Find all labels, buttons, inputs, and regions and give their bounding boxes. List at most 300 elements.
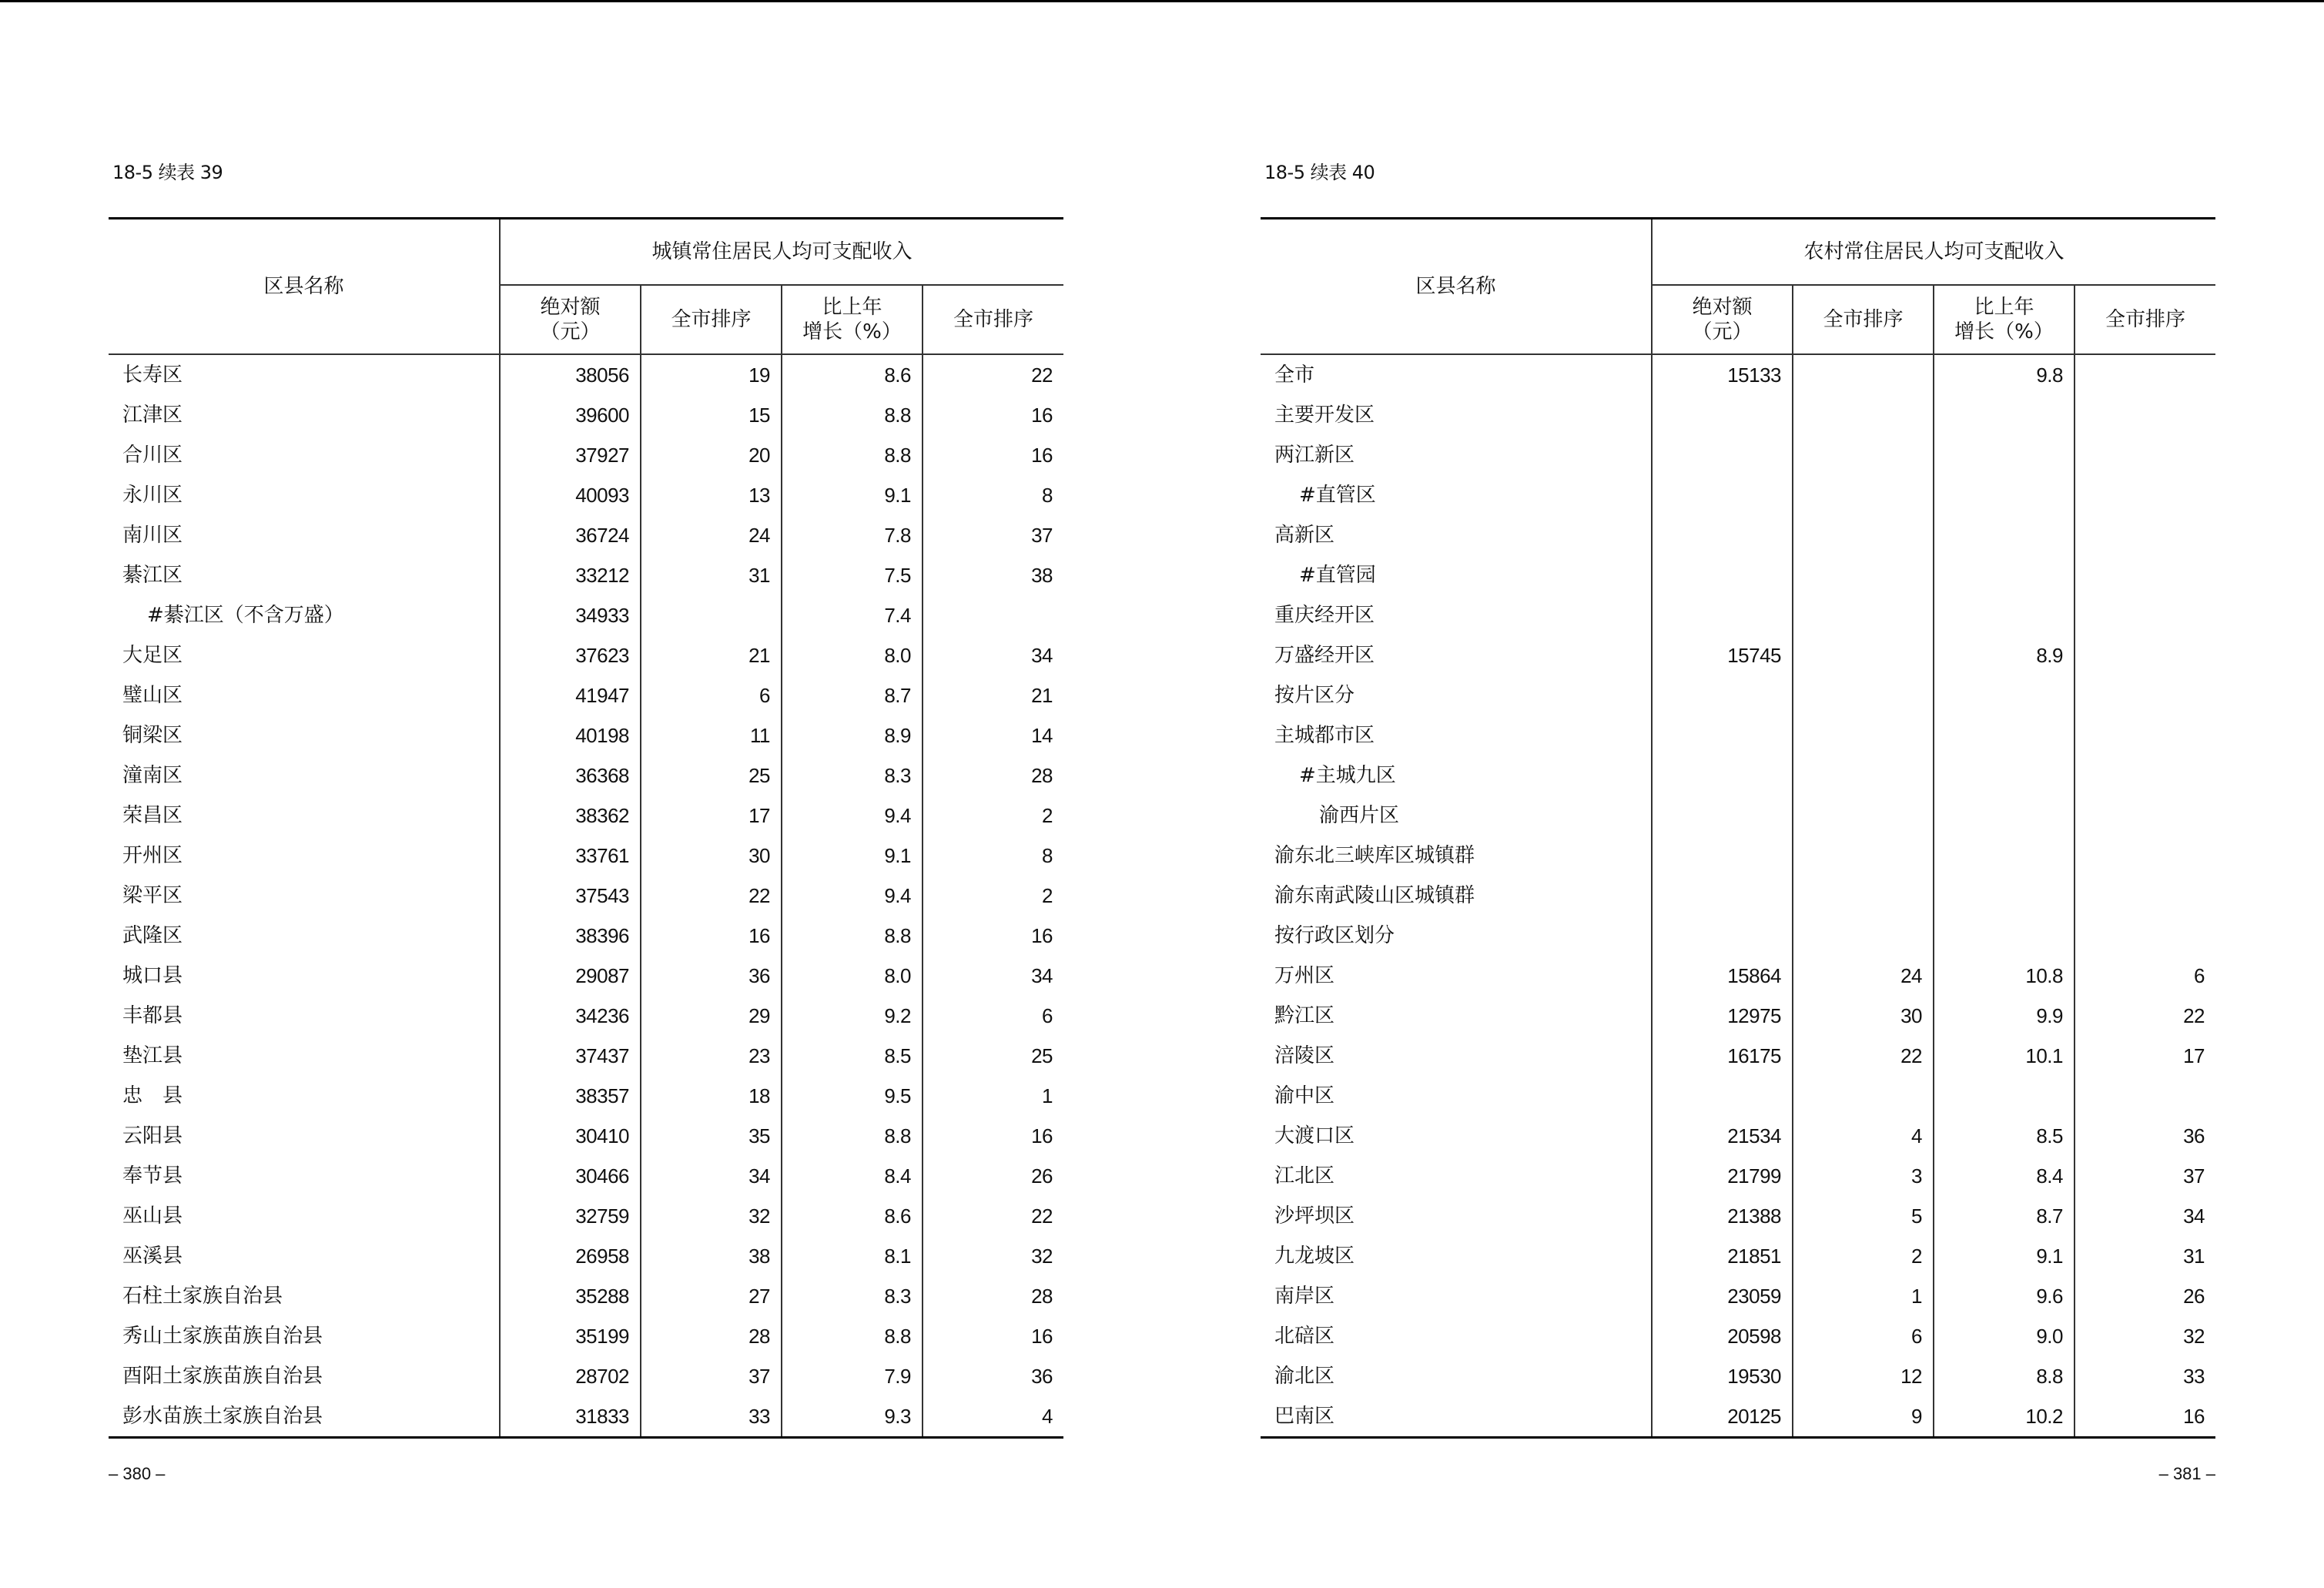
growth-rank-cell: 22 bbox=[2075, 996, 2215, 1036]
rank-cell: 6 bbox=[641, 675, 782, 715]
absolute-value-cell: 40198 bbox=[575, 724, 629, 747]
district-name-cell: 南岸区 bbox=[1261, 1276, 1652, 1316]
growth-cell: 9.1 bbox=[782, 475, 923, 515]
district-name-cell: 江北区 bbox=[1261, 1156, 1652, 1196]
table-row bbox=[109, 1156, 1063, 1196]
district-name-cell: 九龙坡区 bbox=[1261, 1236, 1652, 1276]
district-name-cell: 彭水苗族土家族自治县 bbox=[109, 1396, 500, 1438]
growth-cell: 8.4 bbox=[782, 1156, 923, 1196]
rank-cell: 2 bbox=[1793, 1236, 1934, 1276]
table-row bbox=[1261, 354, 2215, 395]
growth-rank-cell bbox=[2075, 354, 2215, 395]
table-row bbox=[1261, 595, 2215, 635]
district-name-cell: 巴南区 bbox=[1261, 1396, 1652, 1438]
growth-cell: 7.4 bbox=[782, 595, 923, 635]
rank-cell: 9 bbox=[1793, 1396, 1934, 1438]
absolute-value-cell: 33761 bbox=[575, 844, 629, 867]
district-name-cell: 两江新区 bbox=[1261, 435, 1652, 475]
table-row bbox=[1261, 796, 2215, 836]
table-row bbox=[1261, 956, 2215, 996]
absolute-value-cell: 12975 bbox=[1727, 1004, 1781, 1027]
absolute-value-cell: 41947 bbox=[575, 684, 629, 707]
district-name-cell: #直管园 bbox=[1261, 555, 1652, 595]
rank-cell: 30 bbox=[641, 836, 782, 876]
growth-cell bbox=[1934, 675, 2075, 715]
absolute-value-cell: 19530 bbox=[1727, 1365, 1781, 1388]
growth-cell: 8.3 bbox=[782, 1276, 923, 1316]
table-row bbox=[109, 1196, 1063, 1236]
growth-rank-cell bbox=[2075, 395, 2215, 435]
growth-rank-cell: 26 bbox=[923, 1156, 1063, 1196]
table-row bbox=[109, 1356, 1063, 1396]
growth-cell: 9.1 bbox=[782, 836, 923, 876]
rank-cell bbox=[641, 595, 782, 635]
district-name-cell: 渝北区 bbox=[1261, 1356, 1652, 1396]
growth-rank-cell: 34 bbox=[2075, 1196, 2215, 1236]
rank-cell: 13 bbox=[641, 475, 782, 515]
growth-rank-cell: 6 bbox=[2075, 956, 2215, 996]
rank-cell: 24 bbox=[1793, 956, 1934, 996]
absolute-value-cell: 21799 bbox=[1727, 1164, 1781, 1188]
growth-rank-cell: 34 bbox=[923, 956, 1063, 996]
table-row bbox=[1261, 1036, 2215, 1076]
growth-cell: 7.5 bbox=[782, 555, 923, 595]
growth-cell: 8.7 bbox=[1934, 1196, 2075, 1236]
table-row bbox=[109, 354, 1063, 395]
district-name-cell: 巫山县 bbox=[109, 1196, 500, 1236]
absolute-value-cell: 38396 bbox=[575, 924, 629, 947]
growth-rank-cell: 38 bbox=[923, 555, 1063, 595]
growth-rank-cell: 37 bbox=[923, 515, 1063, 555]
growth-rank-cell bbox=[2075, 1076, 2215, 1116]
district-name-cell: 全市 bbox=[1261, 354, 1652, 395]
rank-cell: 31 bbox=[641, 555, 782, 595]
district-name-cell: 渝中区 bbox=[1261, 1076, 1652, 1116]
growth-cell bbox=[1934, 555, 2075, 595]
rank-cell: 34 bbox=[641, 1156, 782, 1196]
growth-rank-cell bbox=[2075, 755, 2215, 796]
growth-cell: 9.2 bbox=[782, 996, 923, 1036]
absolute-value-cell: 35288 bbox=[575, 1285, 629, 1308]
table-row bbox=[109, 395, 1063, 435]
rank-cell bbox=[1793, 435, 1934, 475]
table-row bbox=[1261, 635, 2215, 675]
district-name-cell: 万盛经开区 bbox=[1261, 635, 1652, 675]
district-name-cell: 垫江县 bbox=[109, 1036, 500, 1076]
growth-cell bbox=[1934, 595, 2075, 635]
column-header-absolute: 绝对额 （元） bbox=[1652, 285, 1793, 354]
growth-cell: 8.3 bbox=[782, 755, 923, 796]
table-row bbox=[109, 475, 1063, 515]
table-title: 18-5 续表 39 bbox=[112, 162, 223, 183]
growth-cell: 8.0 bbox=[782, 635, 923, 675]
absolute-value-cell: 36368 bbox=[575, 764, 629, 787]
table-title: 18-5 续表 40 bbox=[1264, 162, 1375, 183]
rank-cell: 35 bbox=[641, 1116, 782, 1156]
table-row bbox=[1261, 876, 2215, 916]
table-row bbox=[1261, 555, 2215, 595]
growth-rank-cell: 6 bbox=[923, 996, 1063, 1036]
column-group-header: 城镇常住居民人均可支配收入 bbox=[500, 219, 1063, 286]
rank-cell: 36 bbox=[641, 956, 782, 996]
rank-cell bbox=[1793, 515, 1934, 555]
absolute-value-cell: 37927 bbox=[575, 444, 629, 467]
growth-cell bbox=[1934, 395, 2075, 435]
district-name-cell: 大足区 bbox=[109, 635, 500, 675]
page-number: – 380 – bbox=[109, 1464, 166, 1483]
growth-rank-cell: 8 bbox=[923, 836, 1063, 876]
absolute-value-cell bbox=[1652, 916, 1793, 956]
growth-cell bbox=[1934, 1076, 2075, 1116]
rank-cell: 29 bbox=[641, 996, 782, 1036]
rank-cell: 28 bbox=[641, 1316, 782, 1356]
growth-rank-cell: 33 bbox=[2075, 1356, 2215, 1396]
district-name-cell: 合川区 bbox=[109, 435, 500, 475]
absolute-value-cell: 20125 bbox=[1652, 1396, 1793, 1438]
district-name-cell: 永川区 bbox=[109, 475, 500, 515]
rank-cell: 32 bbox=[641, 1196, 782, 1236]
district-name-cell: 石柱土家族自治县 bbox=[109, 1276, 500, 1316]
rank-cell bbox=[1793, 1076, 1934, 1116]
absolute-value-cell: 28702 bbox=[575, 1365, 629, 1388]
district-name-cell: 荣昌区 bbox=[109, 796, 500, 836]
growth-rank-cell bbox=[2075, 555, 2215, 595]
absolute-value-cell bbox=[1652, 395, 1793, 435]
rank-cell: 16 bbox=[641, 916, 782, 956]
table-row bbox=[1261, 1356, 2215, 1396]
growth-cell: 9.5 bbox=[782, 1076, 923, 1116]
growth-rank-cell: 1 bbox=[923, 1076, 1063, 1116]
absolute-value-cell: 39600 bbox=[575, 404, 629, 427]
rank-cell: 4 bbox=[1793, 1116, 1934, 1156]
growth-rank-cell: 21 bbox=[923, 675, 1063, 715]
growth-rank-cell: 28 bbox=[923, 1276, 1063, 1316]
district-name-cell: 铜梁区 bbox=[109, 715, 500, 755]
district-name-cell: 长寿区 bbox=[109, 354, 500, 395]
table-row bbox=[1261, 755, 2215, 796]
growth-cell: 8.8 bbox=[782, 916, 923, 956]
growth-cell: 8.8 bbox=[1934, 1356, 2075, 1396]
absolute-value-cell: 20598 bbox=[1727, 1325, 1781, 1348]
rank-cell: 12 bbox=[1793, 1356, 1934, 1396]
table-row bbox=[1261, 675, 2215, 715]
absolute-value-cell: 32759 bbox=[575, 1204, 629, 1228]
growth-cell: 8.1 bbox=[782, 1236, 923, 1276]
growth-cell bbox=[1934, 876, 2075, 916]
absolute-value-cell: 21388 bbox=[1727, 1204, 1781, 1228]
rank-cell bbox=[1793, 395, 1934, 435]
absolute-value-cell: 37543 bbox=[575, 884, 629, 907]
absolute-value-cell bbox=[1652, 555, 1793, 595]
district-name-cell: 主城都市区 bbox=[1261, 715, 1652, 755]
growth-rank-cell: 16 bbox=[923, 916, 1063, 956]
rank-cell: 38 bbox=[641, 1236, 782, 1276]
growth-rank-cell: 34 bbox=[923, 635, 1063, 675]
district-name-cell: 城口县 bbox=[109, 956, 500, 996]
district-name-cell: #綦江区（不含万盛） bbox=[109, 595, 500, 635]
table-row bbox=[109, 1036, 1063, 1076]
growth-rank-cell bbox=[2075, 796, 2215, 836]
column-header-absolute: 绝对额 （元） bbox=[500, 285, 641, 354]
growth-cell bbox=[1934, 475, 2075, 515]
absolute-value-cell: 30410 bbox=[575, 1124, 629, 1147]
growth-rank-cell: 36 bbox=[923, 1356, 1063, 1396]
rank-cell: 33 bbox=[641, 1396, 782, 1438]
growth-rank-cell: 26 bbox=[2075, 1276, 2215, 1316]
absolute-value-cell: 34236 bbox=[575, 1004, 629, 1027]
absolute-value-cell: 15864 bbox=[1727, 964, 1781, 987]
page-number: – 381 – bbox=[2158, 1464, 2215, 1483]
rank-cell bbox=[1793, 595, 1934, 635]
rank-cell: 5 bbox=[1793, 1196, 1934, 1236]
district-name-cell: 渝东北三峡库区城镇群 bbox=[1261, 836, 1652, 876]
absolute-value-cell: 21534 bbox=[1727, 1124, 1781, 1147]
growth-cell: 8.6 bbox=[782, 1196, 923, 1236]
column-header-rank: 全市排序 bbox=[1793, 285, 1934, 354]
rank-cell bbox=[1793, 675, 1934, 715]
absolute-value-cell: 29087 bbox=[575, 964, 629, 987]
rank-cell bbox=[1793, 354, 1934, 395]
growth-rank-cell bbox=[2075, 475, 2215, 515]
growth-cell: 8.8 bbox=[782, 1316, 923, 1356]
growth-cell bbox=[1934, 515, 2075, 555]
rank-cell: 37 bbox=[641, 1356, 782, 1396]
table-row bbox=[109, 796, 1063, 836]
growth-rank-cell: 28 bbox=[923, 755, 1063, 796]
absolute-value-cell bbox=[1652, 876, 1793, 916]
rank-cell bbox=[1793, 635, 1934, 675]
growth-rank-cell: 16 bbox=[923, 395, 1063, 435]
growth-rank-cell bbox=[2075, 876, 2215, 916]
absolute-value-cell: 33212 bbox=[575, 564, 629, 587]
absolute-value-cell: 37623 bbox=[575, 644, 629, 667]
absolute-value-cell: 30466 bbox=[575, 1164, 629, 1188]
growth-cell: 8.8 bbox=[782, 1116, 923, 1156]
table-row bbox=[1261, 395, 2215, 435]
rank-cell: 24 bbox=[641, 515, 782, 555]
growth-cell: 10.8 bbox=[1934, 956, 2075, 996]
table-row bbox=[109, 996, 1063, 1036]
growth-cell: 9.1 bbox=[1934, 1236, 2075, 1276]
district-name-cell: 酉阳土家族苗族自治县 bbox=[109, 1356, 500, 1396]
growth-rank-cell: 8 bbox=[923, 475, 1063, 515]
absolute-value-cell: 34933 bbox=[575, 604, 629, 627]
column-header-growth-rank: 全市排序 bbox=[2075, 285, 2215, 354]
growth-rank-cell: 16 bbox=[923, 1116, 1063, 1156]
growth-cell: 8.9 bbox=[782, 715, 923, 755]
table-row bbox=[1261, 475, 2215, 515]
absolute-value-cell bbox=[1652, 715, 1793, 755]
growth-cell: 8.7 bbox=[782, 675, 923, 715]
growth-cell bbox=[1934, 836, 2075, 876]
rank-cell: 22 bbox=[641, 876, 782, 916]
growth-cell: 8.5 bbox=[782, 1036, 923, 1076]
table-row bbox=[109, 555, 1063, 595]
growth-cell bbox=[1934, 435, 2075, 475]
growth-cell: 9.6 bbox=[1934, 1276, 2075, 1316]
absolute-value-cell: 21851 bbox=[1727, 1245, 1781, 1268]
table-row bbox=[109, 876, 1063, 916]
growth-cell bbox=[1934, 715, 2075, 755]
absolute-value-cell bbox=[1652, 435, 1793, 475]
absolute-value-cell bbox=[1652, 515, 1793, 555]
growth-rank-cell: 25 bbox=[923, 1036, 1063, 1076]
table-row bbox=[1261, 715, 2215, 755]
district-name-cell: 武隆区 bbox=[109, 916, 500, 956]
district-name-cell: #主城九区 bbox=[1261, 755, 1652, 796]
column-header-growth-rank: 全市排序 bbox=[923, 285, 1063, 354]
absolute-value-cell: 26958 bbox=[575, 1245, 629, 1268]
district-name-cell: 丰都县 bbox=[109, 996, 500, 1036]
growth-rank-cell bbox=[2075, 715, 2215, 755]
rank-cell: 19 bbox=[641, 354, 782, 395]
table-row bbox=[109, 1276, 1063, 1316]
table-row bbox=[1261, 836, 2215, 876]
absolute-value-cell: 15745 bbox=[1727, 644, 1781, 667]
growth-rank-cell: 22 bbox=[923, 354, 1063, 395]
district-name-cell: 黔江区 bbox=[1261, 996, 1652, 1036]
district-name-cell: 璧山区 bbox=[109, 675, 500, 715]
table-row bbox=[109, 1236, 1063, 1276]
district-name-cell: 潼南区 bbox=[109, 755, 500, 796]
district-name-cell: 北碚区 bbox=[1261, 1316, 1652, 1356]
table-row bbox=[1261, 1396, 2215, 1438]
growth-rank-cell bbox=[2075, 595, 2215, 635]
rank-cell: 27 bbox=[641, 1276, 782, 1316]
rank-cell: 15 bbox=[641, 395, 782, 435]
growth-rank-cell: 16 bbox=[923, 1316, 1063, 1356]
table-row bbox=[109, 675, 1063, 715]
absolute-value-cell: 37437 bbox=[575, 1044, 629, 1067]
district-name-cell: 奉节县 bbox=[109, 1156, 500, 1196]
growth-rank-cell: 32 bbox=[923, 1236, 1063, 1276]
growth-cell: 8.0 bbox=[782, 956, 923, 996]
growth-cell: 8.8 bbox=[782, 395, 923, 435]
growth-rank-cell bbox=[2075, 675, 2215, 715]
rank-cell: 30 bbox=[1793, 996, 1934, 1036]
rank-cell: 21 bbox=[641, 635, 782, 675]
growth-rank-cell: 37 bbox=[2075, 1156, 2215, 1196]
district-name-cell: 重庆经开区 bbox=[1261, 595, 1652, 635]
rank-cell bbox=[1793, 475, 1934, 515]
growth-rank-cell bbox=[2075, 435, 2215, 475]
growth-cell: 9.9 bbox=[1934, 996, 2075, 1036]
district-name-cell: 沙坪坝区 bbox=[1261, 1196, 1652, 1236]
absolute-value-cell: 38362 bbox=[575, 804, 629, 827]
table-row bbox=[1261, 1316, 2215, 1356]
growth-rank-cell: 22 bbox=[923, 1196, 1063, 1236]
absolute-value-cell: 15133 bbox=[1727, 363, 1781, 387]
growth-rank-cell: 36 bbox=[2075, 1116, 2215, 1156]
table-row bbox=[1261, 996, 2215, 1036]
rank-cell: 6 bbox=[1793, 1316, 1934, 1356]
table-row bbox=[1261, 435, 2215, 475]
table-row bbox=[109, 755, 1063, 796]
growth-rank-cell bbox=[2075, 916, 2215, 956]
absolute-value-cell: 35199 bbox=[575, 1325, 629, 1348]
absolute-value-cell bbox=[1652, 796, 1793, 836]
table-row bbox=[1261, 1276, 2215, 1316]
absolute-value-cell: 31833 bbox=[500, 1396, 641, 1438]
column-header-growth: 比上年 增长（%） bbox=[782, 285, 923, 354]
urban-income-table bbox=[109, 217, 1063, 1439]
growth-rank-cell: 16 bbox=[2075, 1396, 2215, 1438]
table-row bbox=[109, 515, 1063, 555]
growth-rank-cell: 4 bbox=[923, 1396, 1063, 1438]
table-row bbox=[1261, 1116, 2215, 1156]
table-row bbox=[1261, 515, 2215, 555]
growth-rank-cell bbox=[2075, 836, 2215, 876]
growth-cell: 9.4 bbox=[782, 876, 923, 916]
rural-income-table bbox=[1261, 217, 2215, 1439]
rank-cell: 22 bbox=[1793, 1036, 1934, 1076]
column-header-district: 区县名称 bbox=[1261, 219, 1652, 355]
growth-cell: 9.3 bbox=[782, 1396, 923, 1438]
column-header-district: 区县名称 bbox=[109, 219, 500, 355]
growth-cell: 9.4 bbox=[782, 796, 923, 836]
table-row bbox=[109, 1316, 1063, 1356]
district-name-cell: #直管区 bbox=[1261, 475, 1652, 515]
growth-rank-cell: 2 bbox=[923, 876, 1063, 916]
rank-cell bbox=[1793, 876, 1934, 916]
district-name-cell: 高新区 bbox=[1261, 515, 1652, 555]
table-row bbox=[109, 635, 1063, 675]
absolute-value-cell: 23059 bbox=[1727, 1285, 1781, 1308]
absolute-value-cell bbox=[1652, 595, 1793, 635]
growth-rank-cell: 16 bbox=[923, 435, 1063, 475]
growth-cell bbox=[1934, 916, 2075, 956]
table-row bbox=[109, 1076, 1063, 1116]
rank-cell bbox=[1793, 796, 1934, 836]
growth-rank-cell bbox=[923, 595, 1063, 635]
district-name-cell: 渝西片区 bbox=[1261, 796, 1652, 836]
growth-cell: 8.5 bbox=[1934, 1116, 2075, 1156]
table-row bbox=[109, 715, 1063, 755]
district-name-cell: 南川区 bbox=[109, 515, 500, 555]
district-name-cell: 秀山土家族苗族自治县 bbox=[109, 1316, 500, 1356]
table-row bbox=[1261, 916, 2215, 956]
rank-cell bbox=[1793, 755, 1934, 796]
growth-rank-cell bbox=[2075, 635, 2215, 675]
district-name-cell: 渝东南武陵山区城镇群 bbox=[1261, 876, 1652, 916]
rank-cell bbox=[1793, 916, 1934, 956]
growth-cell: 10.1 bbox=[1934, 1036, 2075, 1076]
absolute-value-cell bbox=[1652, 755, 1793, 796]
growth-cell: 8.6 bbox=[782, 354, 923, 395]
rank-cell: 20 bbox=[641, 435, 782, 475]
table-row bbox=[109, 595, 1063, 635]
district-name-cell: 綦江区 bbox=[109, 555, 500, 595]
absolute-value-cell: 40093 bbox=[575, 484, 629, 507]
absolute-value-cell: 38056 bbox=[575, 363, 629, 387]
table-row bbox=[1261, 1076, 2215, 1116]
growth-cell bbox=[1934, 755, 2075, 796]
growth-rank-cell: 14 bbox=[923, 715, 1063, 755]
absolute-value-cell: 38357 bbox=[575, 1084, 629, 1107]
growth-rank-cell: 31 bbox=[2075, 1236, 2215, 1276]
absolute-value-cell bbox=[1652, 675, 1793, 715]
district-name-cell: 忠 县 bbox=[109, 1076, 500, 1116]
rank-cell: 1 bbox=[1793, 1276, 1934, 1316]
growth-cell: 7.9 bbox=[782, 1356, 923, 1396]
district-name-cell: 万州区 bbox=[1261, 956, 1652, 996]
column-header-growth: 比上年 增长（%） bbox=[1934, 285, 2075, 354]
district-name-cell: 按行政区划分 bbox=[1261, 916, 1652, 956]
table-row bbox=[109, 435, 1063, 475]
absolute-value-cell bbox=[1652, 475, 1793, 515]
district-name-cell: 江津区 bbox=[109, 395, 500, 435]
right-page bbox=[1261, 0, 2215, 1588]
